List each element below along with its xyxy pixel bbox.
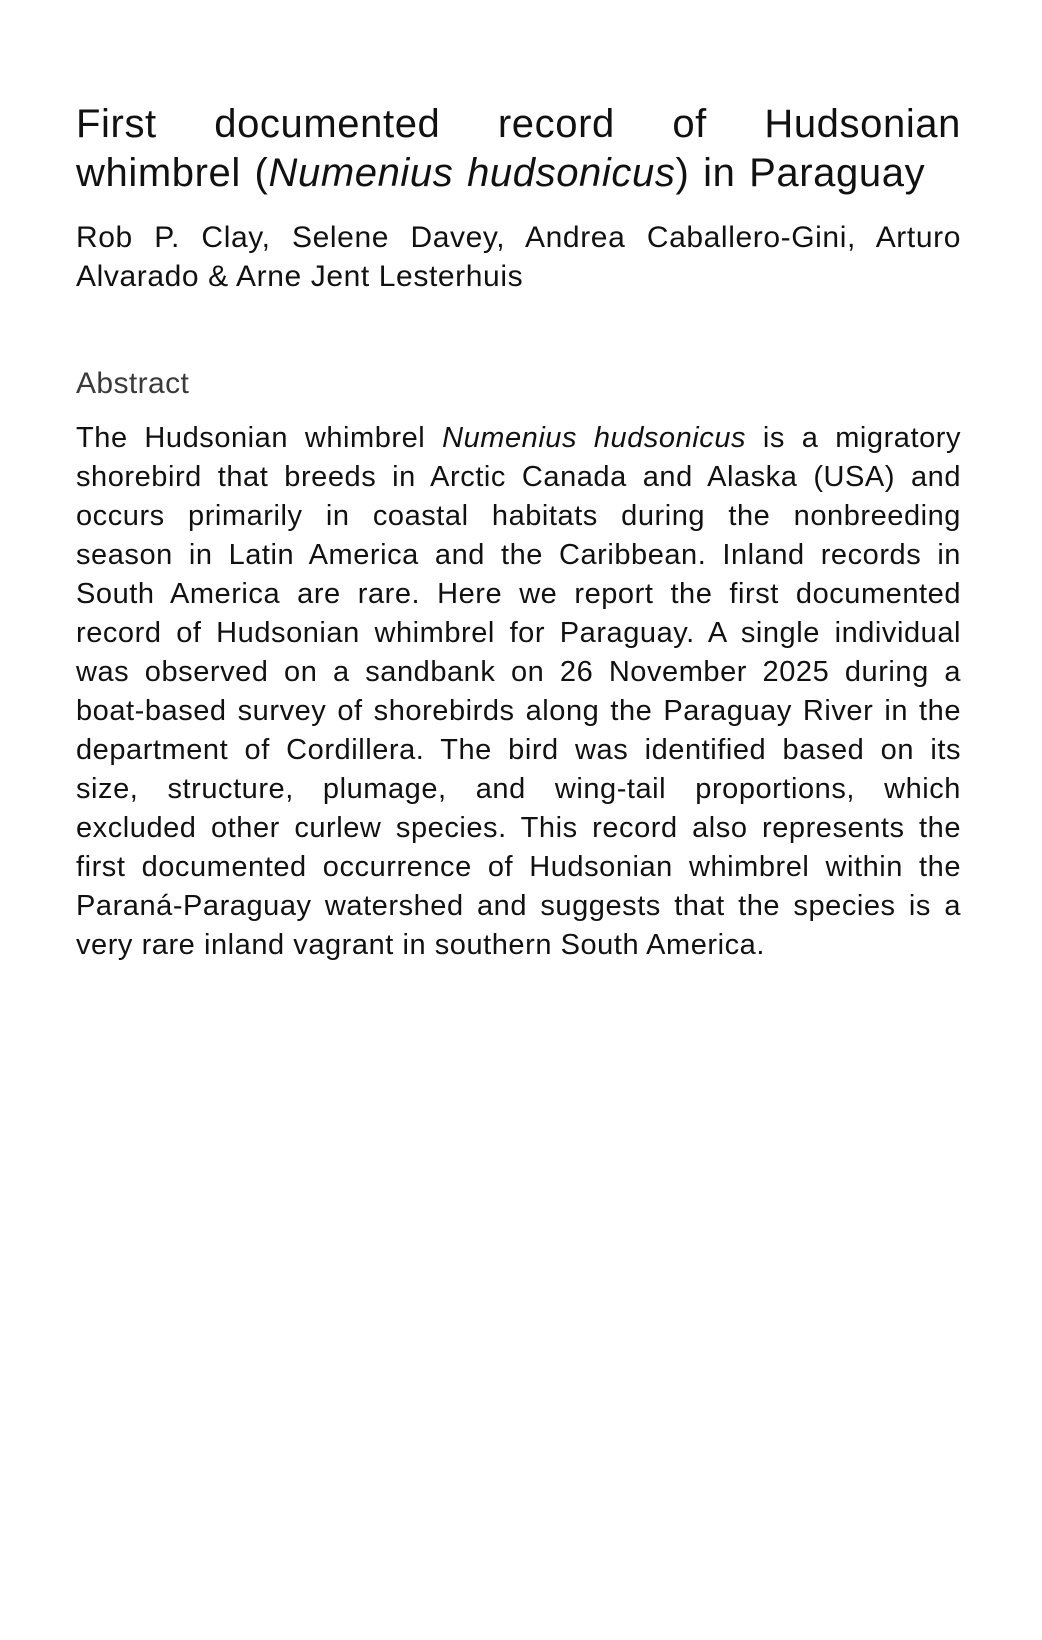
abstract-body (76, 419, 961, 965)
title-species-name: Numenius hudsonicus (268, 151, 676, 195)
title-text-start: First documented record of Hudsonian whimbrel ( (76, 102, 961, 195)
abstract-text-rest: is a migratory shorebird that breeds in Arctic Canada and Alaska (USA) and occurs primarily in coastal habitats during the nonbreeding season in Latin America and the Caribbean. Inland records in South America are rare. Here we report the first documented record of Hudsonian whimbrel for Paraguay. A single individual was observed on a sandbank on 26 November 2025 during a boat-based survey of shorebirds along the Paraguay River in the department of Cordillera. The bird was identified based on its size, structure, plumage, and wing-tail proportions, which excluded other curlew species. This record also represents the first documented occurrence of Hudsonian whimbrel within the Paraná-Paraguay watershed and suggests that the species is a very rare inland vagrant in southern South America. (76, 422, 962, 961)
abstract-text-start: The Hudsonian whimbrel (76, 422, 443, 454)
article-page (76, 100, 961, 965)
author-list: Rob P. Clay, Selene Davey, Andrea Caballero-Gini, Arturo Alvarado & Arne Jent Lesterhuis (76, 221, 961, 293)
title-text-end: ) in Paraguay (675, 151, 926, 195)
article-title (76, 100, 961, 198)
abstract-heading: Abstract (76, 367, 190, 400)
abstract-species-name: Numenius hudsonicus (442, 422, 747, 454)
